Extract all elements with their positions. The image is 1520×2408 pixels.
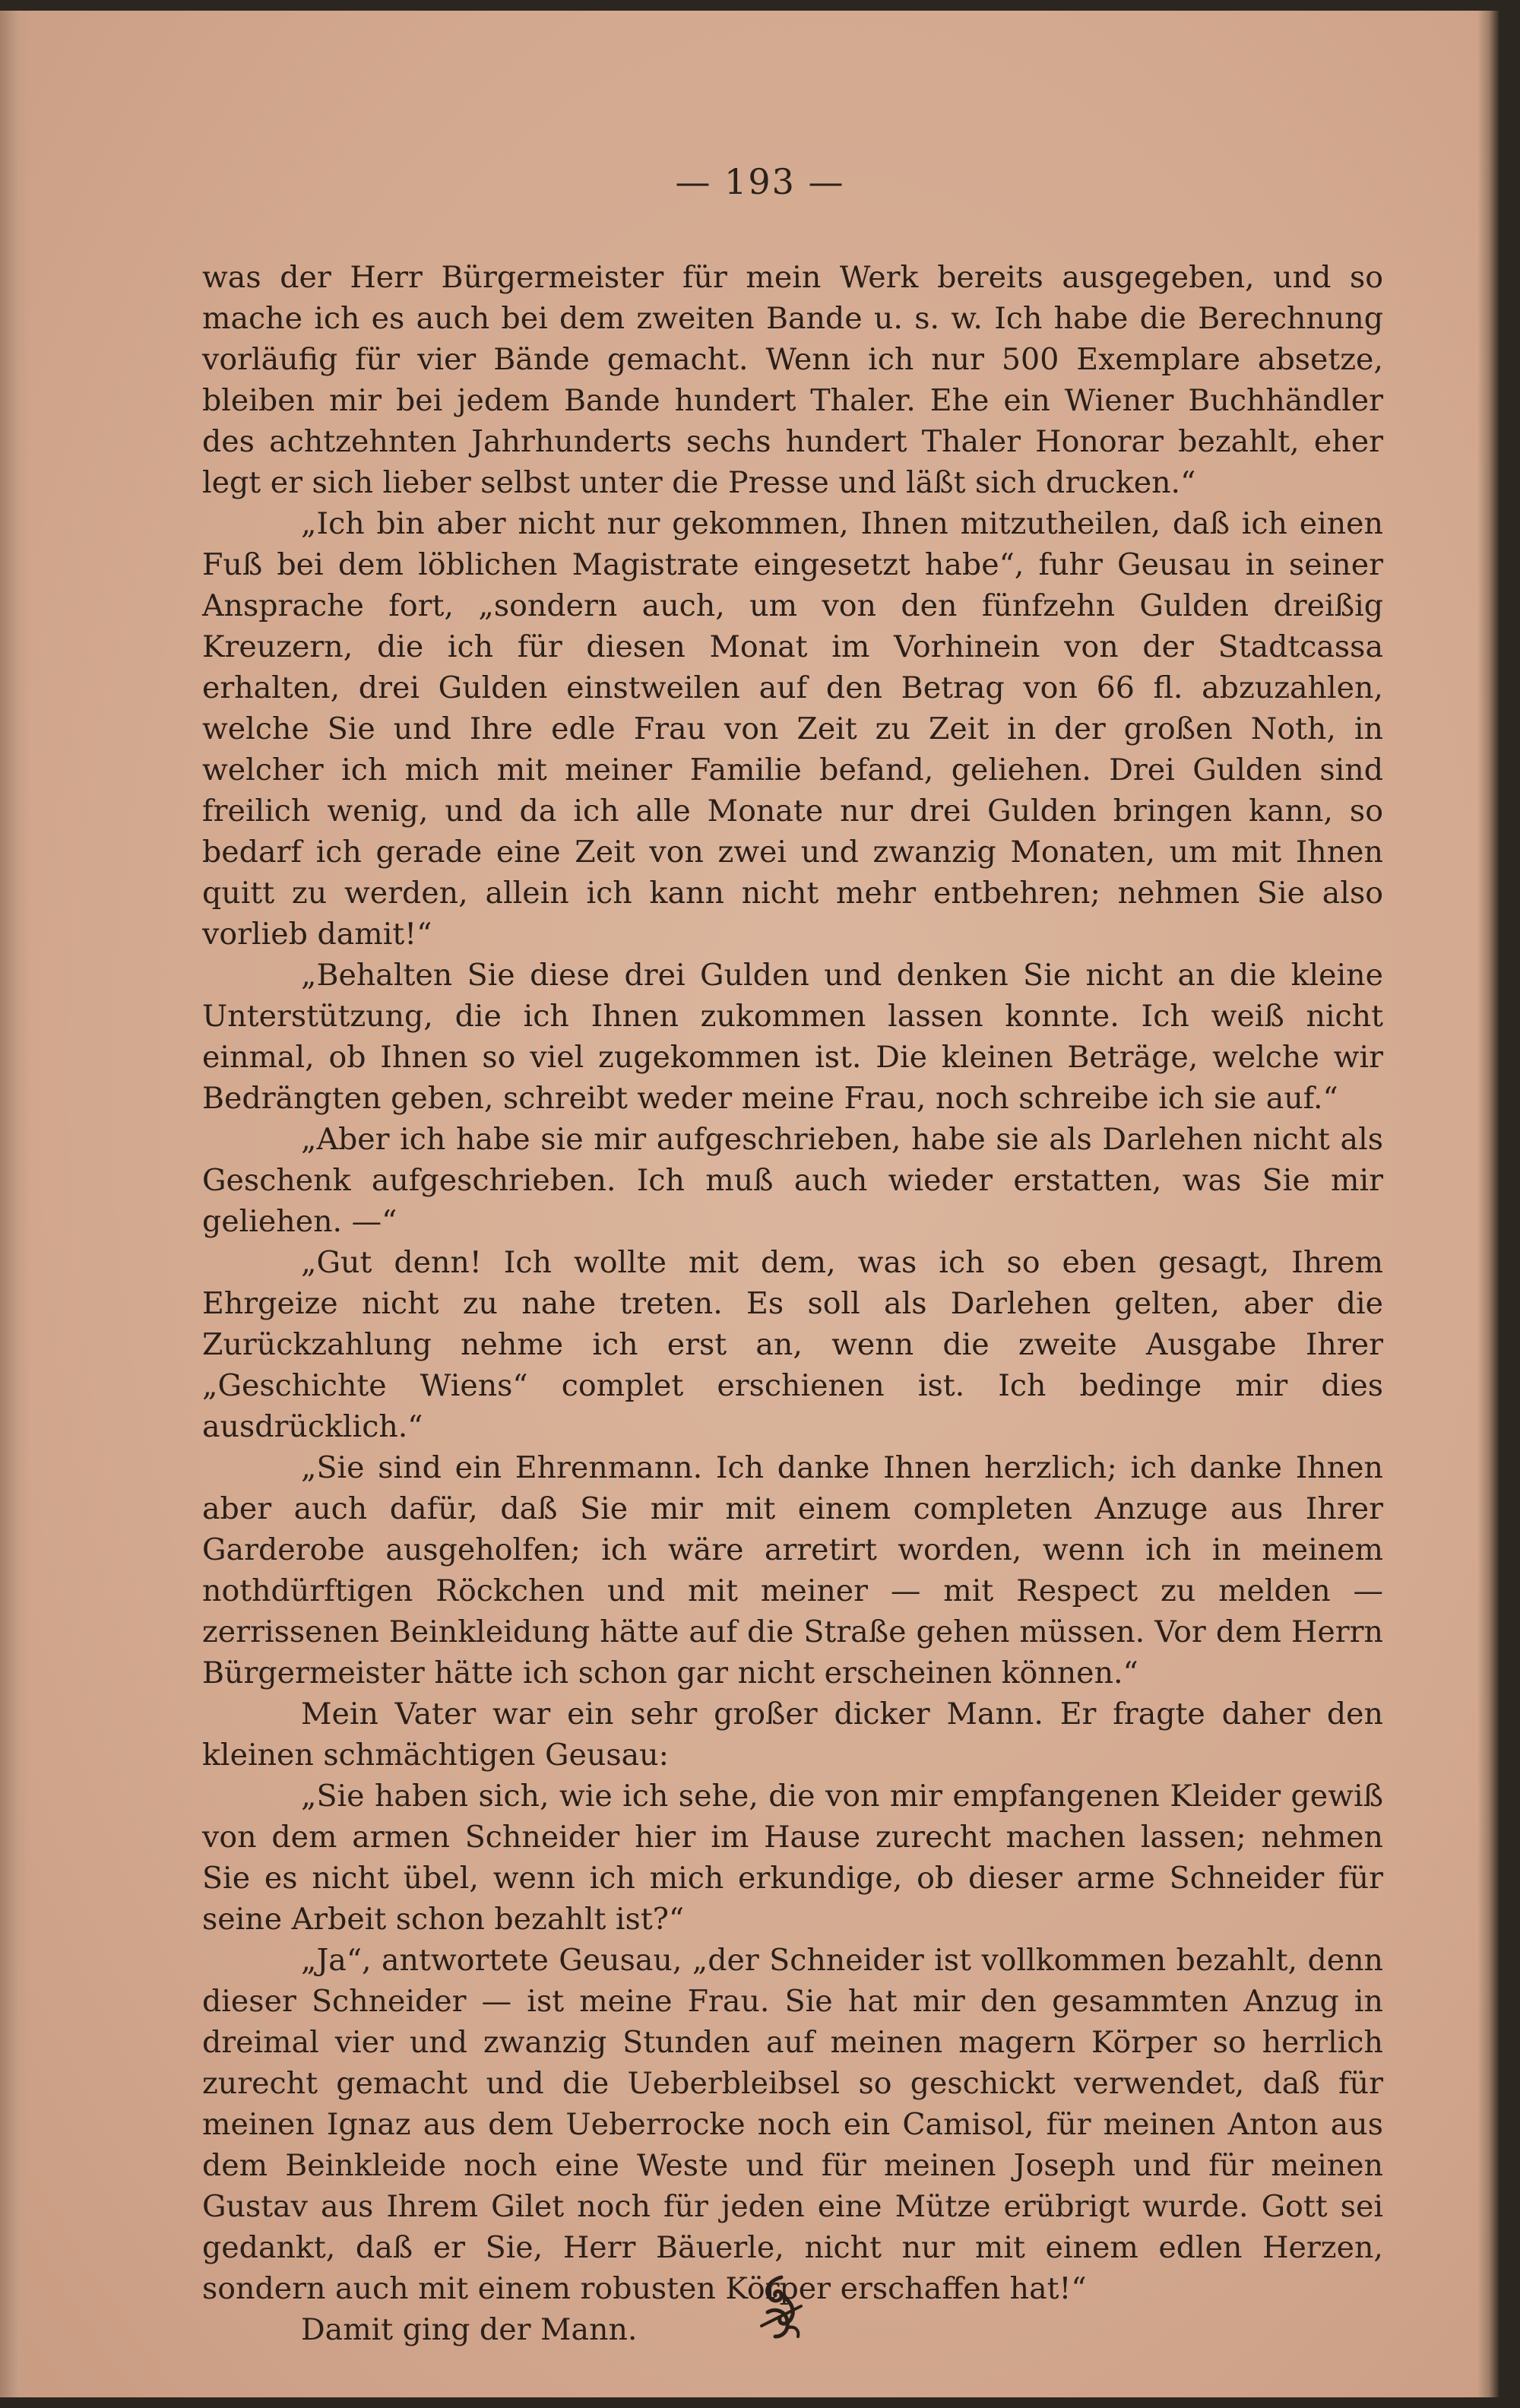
- page-number: — 193 —: [675, 161, 845, 202]
- paragraph-7: Mein Vater war ein sehr großer dicker Mann. Er fragte daher den kleinen schmächtigen Geusau:: [202, 1697, 1383, 1773]
- fleuron-ornament-icon: [752, 2273, 810, 2341]
- page-edge-shadow: [1477, 11, 1499, 2397]
- paragraph-6: „Sie sind ein Ehrenmann. Ich danke Ihnen herzlich; ich danke Ihnen aber auch dafür, daß Sie mir mit einem completen Anzuge aus Ihrer Garderobe ausgeholfen; ich wäre arretirt worden, wenn ich in meinem nothdürftigen Röckchen und mit meiner — mit Respect zu melden — zerrissenen Beinkleidung hätte auf die Straße gehen müssen. Vor dem Herrn Bürgermeister hätte ich schon gar nicht erscheinen können.“: [202, 1450, 1383, 1690]
- page-spine-shadow: [0, 11, 30, 2397]
- paragraph-5: „Gut denn! Ich wollte mit dem, was ich so eben gesagt, Ihrem Ehrgeize nicht zu nahe treten. Es soll als Darlehen gelten, aber die Zurückzahlung nehme ich erst an, wenn die zweite Ausgabe Ihrer „Geschichte Wiens“ complet erschienen ist. Ich bedinge mir dies ausdrücklich.“: [202, 1245, 1383, 1444]
- paragraph-4: „Aber ich habe sie mir aufgeschrieben, habe sie als Darlehen nicht als Geschenk aufgeschrieben. Ich muß auch wieder erstatten, was Sie mir geliehen. —“: [202, 1122, 1383, 1239]
- paragraph-2: „Ich bin aber nicht nur gekommen, Ihnen mitzutheilen, daß ich einen Fuß bei dem löblichen Magistrate eingesetzt habe“, fuhr Geusau in seiner Ansprache fort, „sondern auch, um von den fünfzehn Gulden dreißig Kreuzern, die ich für diesen Monat im Vorhinein von der Stadtcassa erhalten, drei Gulden einstweilen auf den Betrag von 66 fl. abzuzahlen, welche Sie und Ihre edle Frau von Zeit zu Zeit in der großen Noth, in welcher ich mich mit meiner Familie befand, geliehen. Drei Gulden sind freilich wenig, und da ich alle Monate nur drei Gulden bringen kann, so bedarf ich gerade eine Zeit von zwei und zwanzig Monaten, um mit Ihnen quitt zu werden, allein ich kann nicht mehr entbehren; nehmen Sie also vorlieb damit!“: [202, 506, 1383, 952]
- paragraph-9: „Ja“, antwortete Geusau, „der Schneider ist vollkommen bezahlt, denn dieser Schneider — ist meine Frau. Sie hat mir den gesammten Anzug in dreimal vier und zwanzig Stunden auf meinen magern Körper so herrlich zurecht gemacht und die Ueberbleibsel so geschickt verwendet, daß für meinen Ignaz aus dem Ueberrocke noch ein Camisol, für meinen Anton aus dem Beinkleide noch eine Weste und für meinen Joseph und für meinen Gustav aus Ihrem Gilet noch für jeden eine Mütze erübrigt wurde. Gott sei gedankt, daß er Sie, Herr Bäuerle, nicht nur mit einem edlen Herzen, sondern auch mit einem robusten Körper erschaffen hat!“: [202, 1943, 1383, 2306]
- paragraph-3: „Behalten Sie diese drei Gulden und denken Sie nicht an die kleine Unterstützung, die ich Ihnen zukommen lassen konnte. Ich weiß nicht einmal, ob Ihnen so viel zugekommen ist. Die kleinen Beträge, welche wir Bedrängten geben, schreibt weder meine Frau, noch schreibe ich sie auf.“: [202, 958, 1383, 1116]
- paragraph-8: „Sie haben sich, wie ich sehe, die von mir empfangenen Kleider gewiß von dem armen Schneider hier im Hause zurecht machen lassen; nehmen Sie es nicht übel, wenn ich mich erkundige, ob dieser arme Schneider für seine Arbeit schon bezahlt ist?“: [202, 1779, 1383, 1937]
- body-text: [202, 257, 1383, 2350]
- paragraph-1: was der Herr Bürgermeister für mein Werk bereits ausgegeben, und so mache ich es auch bei dem zweiten Bande u. s. w. Ich habe die Berechnung vorläufig für vier Bände gemacht. Wenn ich nur 500 Exemplare absetze, bleiben mir bei jedem Bande hundert Thaler. Ehe ein Wiener Buchhändler des achtzehnten Jahrhunderts sechs hundert Thaler Honorar bezahlt, eher legt er sich lieber selbst unter die Presse und läßt sich drucken.“: [202, 260, 1383, 500]
- paragraph-10: Damit ging der Mann.: [301, 2312, 638, 2347]
